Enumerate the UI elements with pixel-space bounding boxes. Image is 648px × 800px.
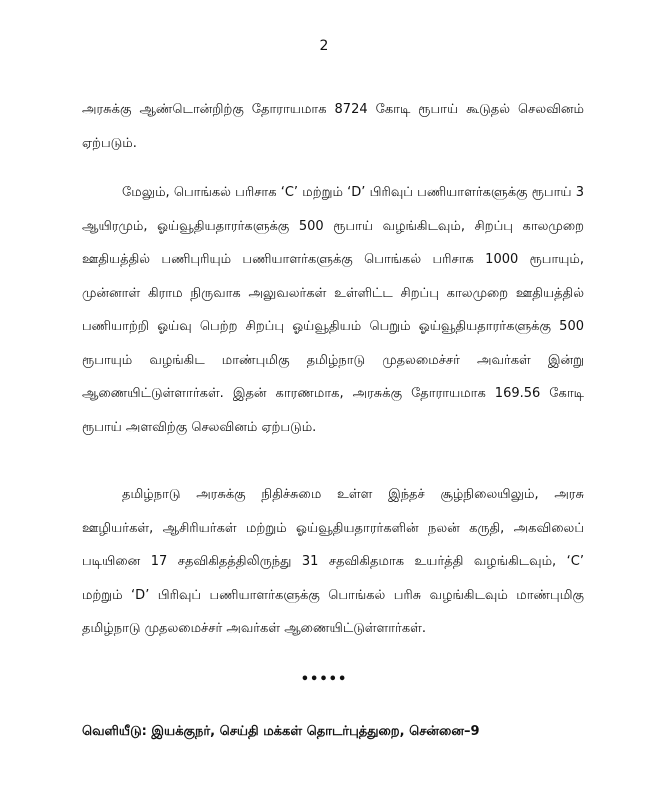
- release-footer: வெளியீடு: இயக்குநர், செய்தி மக்கள் தொடர்புத்துறை, சென்னை–9: [82, 724, 480, 739]
- page-number: 2: [319, 38, 329, 54]
- paragraph-pongal-gift: மேலும், பொங்கல் பரிசாக ‘C’ மற்றும் ‘D’ பிரிவுப் பணியாளர்களுக்கு ரூபாய் 3 ஆயிரமும், ஓய்வூதியதாரர்களுக்கு 500 ரூபாய் வழங்கிடவும், சிறப்பு காலமுறை ஊதியத்தில் பணிபுரியும் பணியாளர்களுக்கு பொங்கல் பரிசாக 1000 ரூபாயும், முன்னாள் கிராம நிருவாக அலுவலர்கள் உள்ளிட்ட சிறப்பு காலமுறை ஊதியத்தில் பணியாற்றி ஓய்வு பெற்ற சிறப்பு ஓய்வூதியம் பெறும் ஓய்வூதியதாரர்களுக்கு 500 ரூபாயும் வழங்கிட மாண்புமிகு தமிழ்நாடு முதலமைச்சர் அவர்கள் இன்று ஆணையிட்டுள்ளார்கள். இதன் காரணமாக, அரசுக்கு தோராயமாக 169.56 கோடி ரூபாய் அளவிற்கு செலவினம் ஏற்படும்.: [82, 185, 584, 435]
- paragraph-dearness-allowance: தமிழ்நாடு அரசுக்கு நிதிச்சுமை உள்ள இந்தச் சூழ்நிலையிலும், அரசு ஊழியர்கள், ஆசிரியர்கள் மற்றும் ஓய்வூதியதாரர்களின் நலன் கருதி, அகவிலைப் படியினை 17 சதவிகிதத்திலிருந்து 31 சதவிகிதமாக உயர்த்தி வழங்கிடவும், ‘C’ மற்றும் ‘D’ பிரிவுப் பணியாளர்களுக்கு பொங்கல் பரிசு வழங்கிடவும் மாண்புமிகு தமிழ்நாடு முதலமைச்சர் அவர்கள் ஆணையிட்டுள்ளார்கள்.: [82, 487, 584, 636]
- paragraph-expenditure-continuation: அரசுக்கு ஆண்டொன்றிற்கு தோராயமாக 8724 கோடி ரூபாய் கூடுதல் செலவினம் ஏற்படும்.: [82, 102, 584, 151]
- section-separator: •••••: [300, 672, 348, 687]
